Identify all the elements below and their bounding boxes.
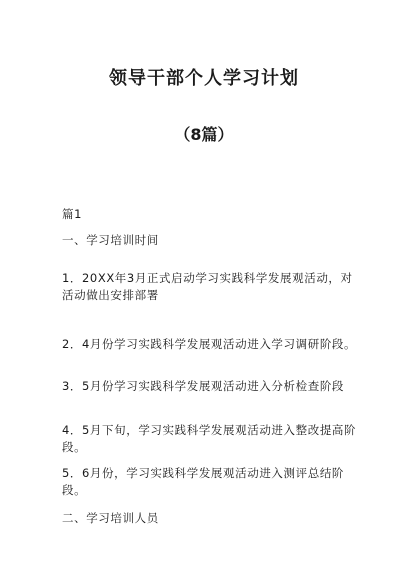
section-heading: 一、学习培训时间 — [62, 233, 159, 247]
list-item: 1．20XX年3月正式启动学习实践科学发展观活动，对活动做出安排部署 — [62, 271, 353, 302]
part-label: 篇1 — [62, 207, 83, 221]
section-heading: 二、学习培训人员 — [62, 511, 159, 525]
list-item: 5．6月份，学习实践科学发展观活动进入测评总结阶段。 — [62, 466, 345, 497]
list-item: 2．4月份学习实践科学发展观活动进入学习调研阶段。 — [62, 337, 357, 351]
list-item: 4．5月下旬，学习实践科学发展观活动进入整改提高阶段。 — [62, 423, 357, 454]
document-title: 领导干部个人学习计划 — [109, 68, 299, 89]
list-item: 3．5月份学习实践科学发展观活动进入分析检查阶段 — [62, 379, 345, 393]
document-subtitle: （8篇） — [174, 125, 234, 144]
